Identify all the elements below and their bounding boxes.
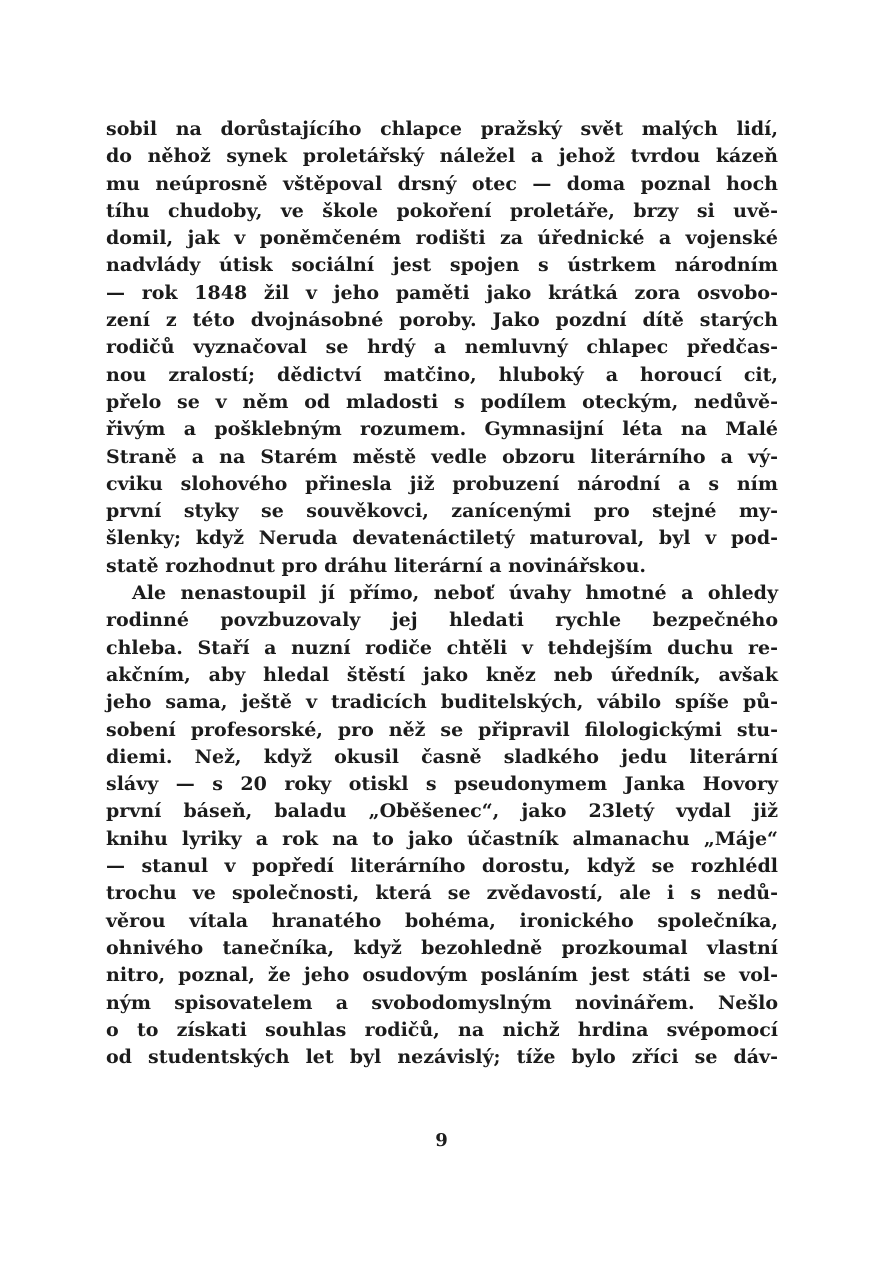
text-line: tíhu chudoby, ve škole pokoření proletáře, brzy si uvě- xyxy=(106,199,778,222)
text-line: — rok 1848 žil v jeho paměti jako krátká zora osvobo- xyxy=(106,281,778,304)
text-line: diemi. Než, když okusil časně sladkého jedu literární xyxy=(106,745,778,768)
text-line: mu neúprosně vštěpoval drsný otec — doma poznal hoch xyxy=(106,172,778,195)
text-line: nou zralostí; dědictví matčino, hluboký a horoucí cit, xyxy=(106,363,778,386)
text-line: akčním, aby hledal štěstí jako kněz neb úředník, avšak xyxy=(106,663,778,686)
text-line: slávy — s 20 roky otiskl s pseudonymem Janka Hovory xyxy=(106,773,778,796)
text-line: Straně a na Starém městě vedle obzoru literárního a vý- xyxy=(106,445,778,468)
text-line: Ale nenastoupil jí přímo, neboť úvahy hmotné a ohledy xyxy=(132,582,778,605)
text-line: zení z této dvojnásobné poroby. Jako pozdní dítě starých xyxy=(106,309,778,332)
text-line: řivým a pošklebným rozumem. Gymnasijní léta na Malé xyxy=(106,418,778,441)
text-line: sobení profesorské, pro něž se připravil filologickými stu- xyxy=(106,718,778,741)
text-line: statě rozhodnut pro dráhu literární a novinářskou. xyxy=(106,554,647,577)
text-line: knihu lyriky a rok na to jako účastník almanachu „Máje“ xyxy=(106,827,778,850)
text-line: do něhož synek proletářský náležel a jehož tvrdou kázeň xyxy=(106,145,778,168)
text-line: nadvlády útisk sociální jest spojen s ústrkem národním xyxy=(106,254,778,277)
text-line: — stanul v popředí literárního dorostu, když se rozhlédl xyxy=(106,855,778,878)
text-line: rodinné povzbuzovaly jej hledati rychle bezpečného xyxy=(106,609,778,632)
paragraph xyxy=(106,116,778,580)
text-line: jeho sama, ještě v tradicích buditelských, vábilo spíše pů- xyxy=(106,691,778,714)
text-line: chleba. Staří a nuzní rodiče chtěli v tehdejším duchu re- xyxy=(106,636,778,659)
paragraph xyxy=(106,580,778,1071)
text-line: trochu ve společnosti, která se zvědavostí, ale i s nedů- xyxy=(106,882,778,905)
text-line: domil, jak v poněmčeném rodišti za úřednické a vojenské xyxy=(106,227,778,250)
page-number: 9 xyxy=(435,1130,448,1151)
text-line: první báseň, baladu „Oběšenec“, jako 23letý vydal již xyxy=(106,800,778,823)
text-line: šlenky; když Neruda devatenáctiletý maturoval, byl v pod- xyxy=(106,527,778,550)
text-line: cviku slohového přinesla již probuzení národní a s ním xyxy=(106,472,778,495)
text-line: přelo se v něm od mladosti s podílem oteckým, nedůvě- xyxy=(106,390,778,413)
text-line: nitro, poznal, že jeho osudovým posláním jest státi se vol- xyxy=(106,964,778,987)
text-line: první styky se souvěkovci, zanícenými pro stejné my- xyxy=(106,500,778,523)
text-line: ohnivého tanečníka, když bezohledně prozkoumal vlastní xyxy=(106,936,778,959)
text-line: ným spisovatelem a svobodomyslným novinářem. Nešlo xyxy=(106,991,778,1014)
text-line: rodičů vyznačoval se hrdý a nemluvný chlapec předčas- xyxy=(106,336,778,359)
body-text xyxy=(106,116,778,1071)
text-line: od studentských let byl nezávislý; tíže bylo zříci se dáv- xyxy=(106,1046,778,1069)
text-line: sobil na dorůstajícího chlapce pražský svět malých lidí, xyxy=(106,118,778,140)
text-line: věrou vítala hranatého bohéma, ironického společníka, xyxy=(106,909,778,932)
text-line: o to získati souhlas rodičů, na nichž hrdina svépomocí xyxy=(106,1018,778,1041)
